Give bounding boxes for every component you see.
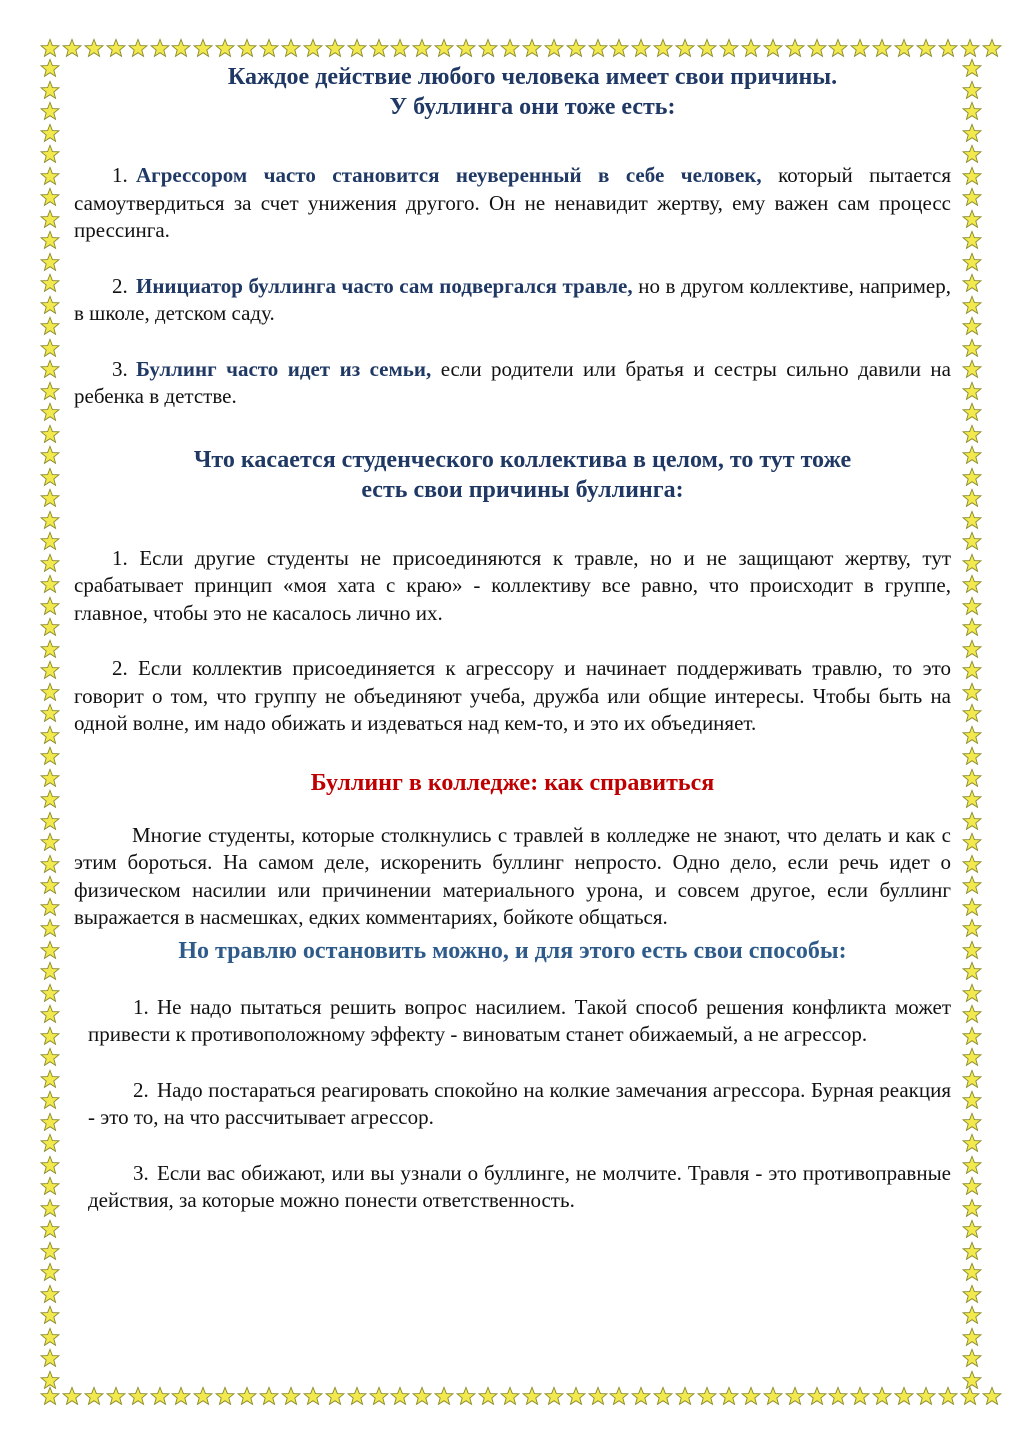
star-icon [150,1386,170,1406]
star-icon [40,703,60,723]
item-text: Если другие студенты не присоединяются к травле, но и не защищают жертву, тут срабатывает принцип «моя хата с краю» - коллективу все равно, что происходит в группе, главное, чтобы это не касалось лично их. [74,545,951,625]
item-number: 2. [112,273,128,298]
star-icon [960,38,980,58]
star-icon [962,1026,982,1046]
star-icon [303,1386,323,1406]
star-icon [894,1386,914,1406]
star-icon [456,1386,476,1406]
star-icon [962,1219,982,1239]
star-icon [40,918,60,938]
star-icon [962,488,982,508]
star-icon [544,38,564,58]
star-icon [40,510,60,530]
star-icon [40,854,60,874]
star-icon [962,1241,982,1261]
star-icon [962,252,982,272]
star-icon [259,38,279,58]
star-icon [962,1069,982,1089]
item-text: если родители или братья и сестры сильно давили на ребенка в детстве. [74,356,951,408]
star-icon [872,38,892,58]
star-icon [962,531,982,551]
item-bold-text: Агрессором часто становится неуверенный в себе человек, [136,163,762,187]
star-icon [434,1386,454,1406]
star-icon [40,940,60,960]
star-icon [40,209,60,229]
star-icon [40,1069,60,1089]
star-icon [962,1155,982,1175]
star-icon [171,38,191,58]
star-icon [40,101,60,121]
star-icon [40,1176,60,1196]
star-icon [675,1386,695,1406]
star-icon [40,1090,60,1110]
section4-item-1 [88,994,951,1049]
star-icon [938,1386,958,1406]
star-icon [171,1386,191,1406]
star-border-bottom [40,1386,986,1408]
star-icon [40,574,60,594]
section4-item-3 [88,1160,951,1215]
star-icon [40,811,60,831]
star-icon [40,1004,60,1024]
section2-heading [74,445,951,505]
star-icon [962,897,982,917]
star-icon [412,1386,432,1406]
star-icon [40,875,60,895]
star-icon [40,1284,60,1304]
star-icon [962,553,982,573]
star-icon [962,445,982,465]
item-number: 2. [133,1077,149,1102]
star-icon [894,38,914,58]
star-icon [962,1004,982,1024]
star-icon [962,1305,982,1325]
star-icon [84,38,104,58]
star-icon [40,1026,60,1046]
star-icon [962,338,982,358]
item-text: Надо постараться реагировать спокойно на колкие замечания агрессора. Бурная реакция - это то, на что рассчитывает агрессор. [88,1077,951,1129]
star-icon [128,1386,148,1406]
item-text: Не надо пытаться решить вопрос насилием. Такой способ решения конфликта может привести к противоположному эффекту - виноватым станет обижаемый, а не агрессор. [88,994,951,1046]
star-icon [962,596,982,616]
star-icon [215,1386,235,1406]
star-icon [40,961,60,981]
star-icon [40,166,60,186]
star-icon [40,553,60,573]
star-border-right [962,58,984,1388]
star-icon [40,639,60,659]
star-icon [237,38,257,58]
star-icon [962,510,982,530]
star-icon [785,1386,805,1406]
star-icon [40,467,60,487]
star-icon [828,38,848,58]
star-icon [84,1386,104,1406]
star-icon [40,1133,60,1153]
star-icon [40,1155,60,1175]
star-icon [390,38,410,58]
star-icon [609,38,629,58]
star-icon [369,38,389,58]
star-icon [741,1386,761,1406]
star-icon [588,1386,608,1406]
star-icon [106,1386,126,1406]
star-icon [40,682,60,702]
star-icon [40,230,60,250]
star-icon [369,1386,389,1406]
star-icon [193,1386,213,1406]
star-icon [962,187,982,207]
star-icon [40,38,60,58]
item-number: 2. [112,656,128,680]
star-icon [962,811,982,831]
star-icon [281,1386,301,1406]
star-icon [40,617,60,637]
star-icon [40,1219,60,1239]
star-icon [962,1047,982,1067]
star-icon [434,38,454,58]
star-icon [62,38,82,58]
item-bold-text: Инициатор буллинга часто сам подвергался травле, [136,273,633,298]
star-icon [962,918,982,938]
star-icon [962,58,982,78]
star-icon [588,38,608,58]
star-icon [962,875,982,895]
document-body [74,62,951,1215]
star-icon [544,1386,564,1406]
section3-paragraph: Многие студенты, которые столкнулись с травлей в колледже не знают, что делать и как с этим бороться. На самом деле, искоренить буллинг непросто. Одно дело, если речь идет о физическом насилии или причинении материального урона, и совсем другое, если буллинг выражается в насмешках, едких комментариях, бойкоте общаться. [74,822,951,929]
star-icon [916,38,936,58]
star-icon [962,467,982,487]
star-icon [40,187,60,207]
section4-heading: Но травлю остановить можно, и для этого есть свои способы: [178,937,847,964]
star-icon [325,38,345,58]
star-icon [962,273,982,293]
section3-heading: Буллинг в колледже: как справиться [310,769,715,796]
star-icon [741,38,761,58]
star-icon [40,123,60,143]
star-icon [962,1198,982,1218]
item-number: 3. [112,356,128,381]
star-icon [962,832,982,852]
star-icon [40,359,60,379]
star-icon [40,897,60,917]
star-icon [412,38,432,58]
star-icon [982,38,1002,58]
star-icon [631,1386,651,1406]
item-text: который пытается самоутвердиться за счет унижения другого. Он не ненавидит жертву, ему важен сам процесс прессинга. [74,163,951,242]
star-icon [962,80,982,100]
star-icon [40,789,60,809]
star-icon [962,230,982,250]
item-bold-text: Буллинг часто идет из семьи, [136,356,432,381]
star-icon [347,38,367,58]
star-icon [347,1386,367,1406]
star-icon [962,381,982,401]
section1-heading-line2: У буллинга они тоже есть: [389,94,676,120]
star-icon [962,725,982,745]
star-icon [40,1262,60,1282]
star-icon [40,488,60,508]
star-icon [522,1386,542,1406]
star-icon [566,38,586,58]
star-border-top [40,38,986,60]
star-icon [763,38,783,58]
star-icon [962,961,982,981]
star-icon [40,725,60,745]
star-icon [40,252,60,272]
star-icon [40,832,60,852]
section2-heading-line1: Что касается студенческого коллектива в целом, то тут тоже [193,446,852,473]
star-icon [962,295,982,315]
star-icon [566,1386,586,1406]
star-icon [40,144,60,164]
star-icon [106,38,126,58]
star-icon [193,38,213,58]
star-icon [128,38,148,58]
star-icon [938,38,958,58]
section1-item-3 [74,356,951,411]
star-icon [962,703,982,723]
star-icon [962,209,982,229]
section1-heading-line1: Каждое действие любого человека имеет свои причины. [227,64,838,90]
star-icon [962,144,982,164]
star-icon [872,1386,892,1406]
star-icon [850,38,870,58]
star-icon [962,768,982,788]
star-icon [828,1386,848,1406]
star-icon [215,38,235,58]
star-icon [303,38,323,58]
star-icon [325,1386,345,1406]
star-icon [962,1262,982,1282]
star-icon [281,38,301,58]
star-icon [962,1348,982,1368]
section2-item-2 [74,655,951,738]
star-icon [40,445,60,465]
star-icon [962,1176,982,1196]
star-icon [962,854,982,874]
star-icon [40,746,60,766]
star-icon [609,1386,629,1406]
star-icon [40,1241,60,1261]
section2-heading-line2: есть свои причины буллинга: [361,476,684,503]
item-text: но в другом коллективе, например, в школе, детском саду. [74,273,951,325]
star-icon [697,38,717,58]
star-icon [40,1327,60,1347]
star-icon [522,38,542,58]
star-icon [40,295,60,315]
star-icon [40,768,60,788]
star-icon [719,1386,739,1406]
star-icon [916,1386,936,1406]
star-icon [456,38,476,58]
star-icon [500,38,520,58]
item-number: 1. [112,545,128,570]
star-icon [962,424,982,444]
star-icon [62,1386,82,1406]
star-icon [40,983,60,1003]
star-icon [478,1386,498,1406]
star-icon [150,38,170,58]
star-icon [962,574,982,594]
star-icon [719,38,739,58]
star-icon [763,1386,783,1406]
star-icon [500,1386,520,1406]
star-icon [962,402,982,422]
star-icon [40,660,60,680]
star-icon [962,101,982,121]
star-icon [259,1386,279,1406]
star-icon [697,1386,717,1406]
star-icon [40,402,60,422]
item-number: 1. [133,994,149,1019]
star-icon [962,1327,982,1347]
star-icon [40,424,60,444]
item-number: 3. [133,1160,149,1185]
section2-item-1 [74,545,951,628]
star-icon [962,1284,982,1304]
star-icon [962,1370,982,1390]
star-icon [40,338,60,358]
star-icon [962,940,982,960]
star-icon [850,1386,870,1406]
star-icon [40,531,60,551]
star-icon [40,1305,60,1325]
star-icon [962,617,982,637]
star-icon [40,80,60,100]
star-icon [962,316,982,336]
star-icon [40,1047,60,1067]
star-icon [390,1386,410,1406]
section1-heading [74,62,951,122]
star-icon [962,1112,982,1132]
star-icon [40,273,60,293]
section1-item-2 [74,273,951,328]
star-icon [962,746,982,766]
star-icon [40,316,60,336]
star-icon [962,660,982,680]
section1-item-1 [74,162,951,245]
star-border-left [40,58,62,1388]
star-icon [982,1386,1002,1406]
star-icon [40,1348,60,1368]
star-icon [785,38,805,58]
star-icon [653,1386,673,1406]
star-icon [653,38,673,58]
star-icon [962,789,982,809]
star-icon [478,38,498,58]
star-icon [962,682,982,702]
star-icon [807,1386,827,1406]
star-icon [807,38,827,58]
item-number: 1. [112,163,128,187]
star-icon [962,1090,982,1110]
star-icon [40,58,60,78]
star-icon [962,123,982,143]
star-icon [631,38,651,58]
star-icon [40,1198,60,1218]
star-icon [962,1133,982,1153]
star-icon [40,1112,60,1132]
star-icon [962,983,982,1003]
star-icon [962,359,982,379]
star-icon [962,639,982,659]
star-icon [675,38,695,58]
section4-item-2 [88,1077,951,1132]
star-icon [237,1386,257,1406]
star-icon [40,1370,60,1390]
item-text: Если вас обижают, или вы узнали о буллинге, не молчите. Травля - это противоправные действия, за которые можно понести ответственность. [88,1160,951,1212]
item-text: Если коллектив присоединяется к агрессору и начинает поддерживать травлю, то это говорит о том, что группу не объединяют учеба, дружба или общие интересы. Чтобы быть на одной волне, им надо обижать и издеваться над кем-то, и это их объединяет. [74,656,951,735]
star-icon [962,166,982,186]
star-icon [40,596,60,616]
star-icon [40,381,60,401]
